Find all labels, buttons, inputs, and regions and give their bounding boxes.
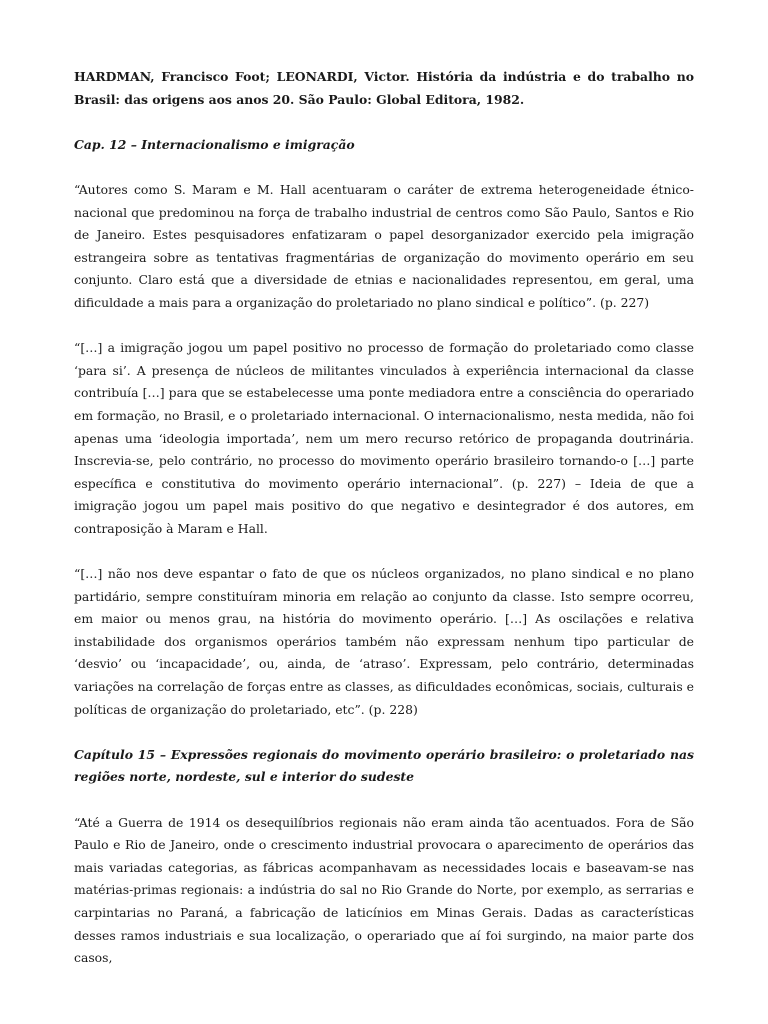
quote-paragraph-2: “[…] a imigração jogou um papel positivo no processo de formação do proletariado como classe ‘para si’. A presença de núcleos de militantes vinculados à experiência internacional da classe contribuía […] para que se estabelecesse uma ponte mediadora entre a consciência do operariado em formação, no Brasil, e o proletariado internacional. O internacionalismo, nesta medida, não foi apenas uma ‘ideologia importada’, nem um mero recurso retórico de propaganda doutrinária. Inscrevia-se, pelo contrário, no processo do movimento operário brasileiro tornando-o […] parte específica e constitutiva do movimento operário internacional”. (p. 227) – Ideia de que a imigração jogou um papel mais positivo do que negativo e desintegrador é dos autores, em contraposição à Maram e Hall. [74,340,694,536]
document-page [74,66,694,970]
quote-paragraph-3: “[…] não nos deve espantar o fato de que os núcleos organizados, no plano sindical e no plano partidário, sempre constituíram minoria em relação ao conjunto da classe. Isto sempre ocorreu, em maior ou menos grau, na história do movimento operário. […] As oscilações e relativa instabilidade dos organismos operários também não expressam nenhum tipo particular de ‘desvio’ ou ‘incapacidade’, ou, ainda, de ‘atraso’. Expressam, pelo contrário, determinadas variações na correlação de forças entre as classes, as dificuldades econômicas, sociais, culturais e políticas de organização do proletariado, etc”. (p. 228) [74,566,694,717]
quote-paragraph-4: “Até a Guerra de 1914 os desequilíbrios regionais não eram ainda tão acentuados. Fora de São Paulo e Rio de Janeiro, onde o crescimento industrial provocara o aparecimento de operários das mais variadas categorias, as fábricas acompanhavam as necessidades locais e baseavam-se nas matérias-primas regionais: a indústria do sal no Rio Grande do Norte, por exemplo, as serrarias e carpintarias no Paraná, a fabricação de laticínios em Minas Gerais. Dadas as características desses ramos industriais e sua localização, o operariado que aí foi surgindo, na maior parte dos casos, [74,814,694,966]
quote-paragraph-1: “Autores como S. Maram e M. Hall acentuaram o caráter de extrema heterogeneidade étnico-nacional que predominou na força de trabalho industrial de centros como São Paulo, Santos e Rio de Janeiro. Estes pesquisadores enfatizaram o papel desorganizador exercido pela imigração estrangeira sobre as tentativas fragmentárias de organização do movimento operário em seu conjunto. Claro está que a diversidade de etnias e nacionalidades representou, em geral, uma dificuldade a mais para a organização do proletariado no plano sindical e político”. (p. 227) [74,181,694,310]
chapter-15-heading: Capítulo 15 – Expressões regionais do movimento operário brasileiro: o proletariado nas regiões norte, nordeste, sul e interior do sudeste [74,746,694,785]
chapter-12-heading: Cap. 12 – Internacionalismo e imigração [74,136,355,152]
bibliographic-reference: HARDMAN, Francisco Foot; LEONARDI, Victor. História da indústria e do trabalho no Brasil: das origens aos anos 20. São Paulo: Global Editora, 1982. [74,69,694,107]
